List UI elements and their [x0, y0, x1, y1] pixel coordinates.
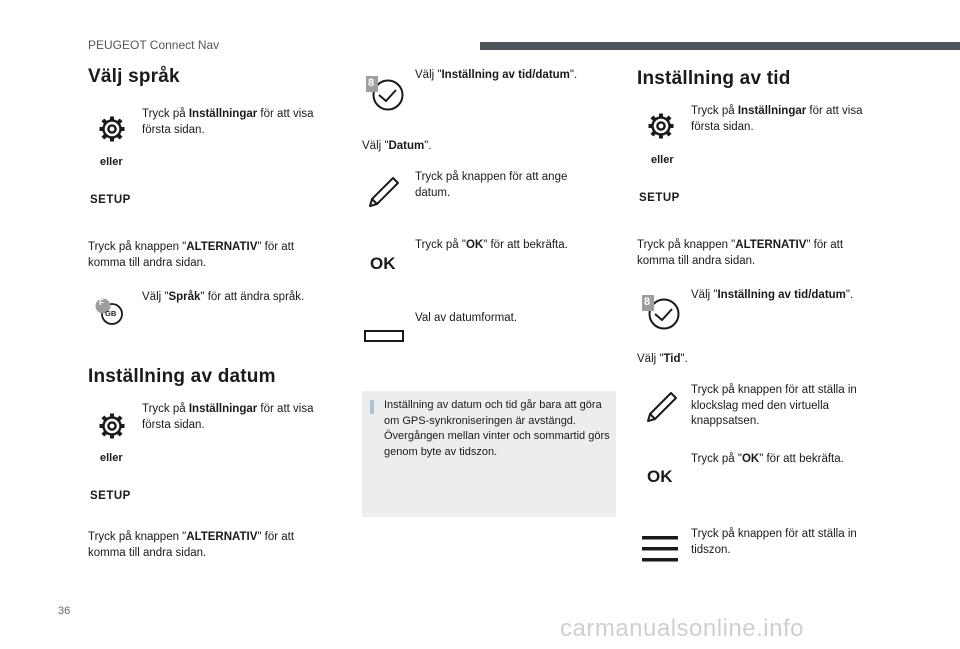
or-label: eller	[100, 156, 123, 168]
ok-button[interactable]: OK	[370, 254, 396, 273]
tid-step1: Tryck på Inställningar för att visa första sidan.	[691, 105, 863, 133]
gear-icon	[647, 112, 675, 140]
ok-button[interactable]: OK	[647, 467, 673, 486]
datum-col2-step1: Välj "Inställning av tid/datum".	[415, 69, 578, 81]
clock-icon	[642, 295, 682, 331]
gear-icon	[98, 115, 126, 143]
heading-installning-tid: Inställning av tid	[637, 68, 791, 89]
tid-step2: Tryck på knappen "ALTERNATIV" för att komma till andra sidan.	[637, 239, 844, 267]
menu-icon[interactable]	[642, 532, 678, 566]
tid-step5: Tryck på knappen för att ställa in klockslag med den virtuella knappsatsen.	[691, 384, 857, 427]
or-label: eller	[100, 452, 123, 464]
datum-step1: Tryck på Inställningar för att visa första sidan.	[142, 403, 314, 431]
tid-step6: Tryck på "OK" för att bekräfta.	[691, 453, 844, 465]
tid-step3: Välj "Inställning av tid/datum".	[691, 289, 854, 301]
info-text: Inställning av datum och tid går bara att göra om GPS-synkroniseringen är avstängd. Övergången mellan vinter och sommartid görs genom byte av tidszon.	[384, 399, 610, 458]
setup-button[interactable]: SETUP	[90, 490, 131, 502]
sprak-step1: Tryck på Inställningar för att visa första sidan.	[142, 108, 314, 136]
clock-badge: 8	[368, 77, 375, 89]
page-number: 36	[58, 605, 71, 617]
clock-icon	[366, 76, 406, 112]
header-bar	[480, 42, 960, 50]
language-icon-top-letter: F	[99, 298, 104, 307]
datum-step2: Tryck på knappen "ALTERNATIV" för att komma till andra sidan.	[88, 531, 295, 559]
info-icon	[370, 400, 374, 414]
datum-col2-step5: Val av datumformat.	[415, 312, 518, 324]
sprak-step2: Tryck på knappen "ALTERNATIV" för att komma till andra sidan.	[88, 241, 295, 269]
or-label: eller	[651, 154, 674, 166]
clock-badge: 8	[644, 296, 651, 308]
language-flag-icon	[93, 296, 125, 326]
datum-col2-step4: Tryck på "OK" för att bekräfta.	[415, 239, 568, 251]
pencil-icon	[645, 390, 679, 424]
heading-valj-sprak: Välj språk	[88, 66, 180, 87]
tid-step4: Välj "Tid".	[637, 353, 688, 365]
document-header: PEUGEOT Connect Nav	[88, 38, 220, 52]
setup-button[interactable]: SETUP	[90, 194, 131, 206]
watermark: carmanualsonline.info	[560, 615, 804, 642]
sprak-step3: Välj "Språk" för att ändra språk.	[142, 291, 305, 303]
gear-icon	[98, 412, 126, 440]
pencil-icon	[367, 175, 401, 209]
language-icon-bottom-letters: GB	[105, 309, 117, 318]
setup-button[interactable]: SETUP	[639, 192, 680, 204]
datum-col2-step3: Tryck på knappen för att ange datum.	[415, 171, 568, 199]
datum-col2-step2: Välj "Datum".	[362, 140, 432, 152]
tid-step7: Tryck på knappen för att ställa in tidszon.	[691, 528, 857, 556]
heading-installning-datum: Inställning av datum	[88, 366, 276, 387]
format-button-icon[interactable]	[364, 329, 404, 343]
